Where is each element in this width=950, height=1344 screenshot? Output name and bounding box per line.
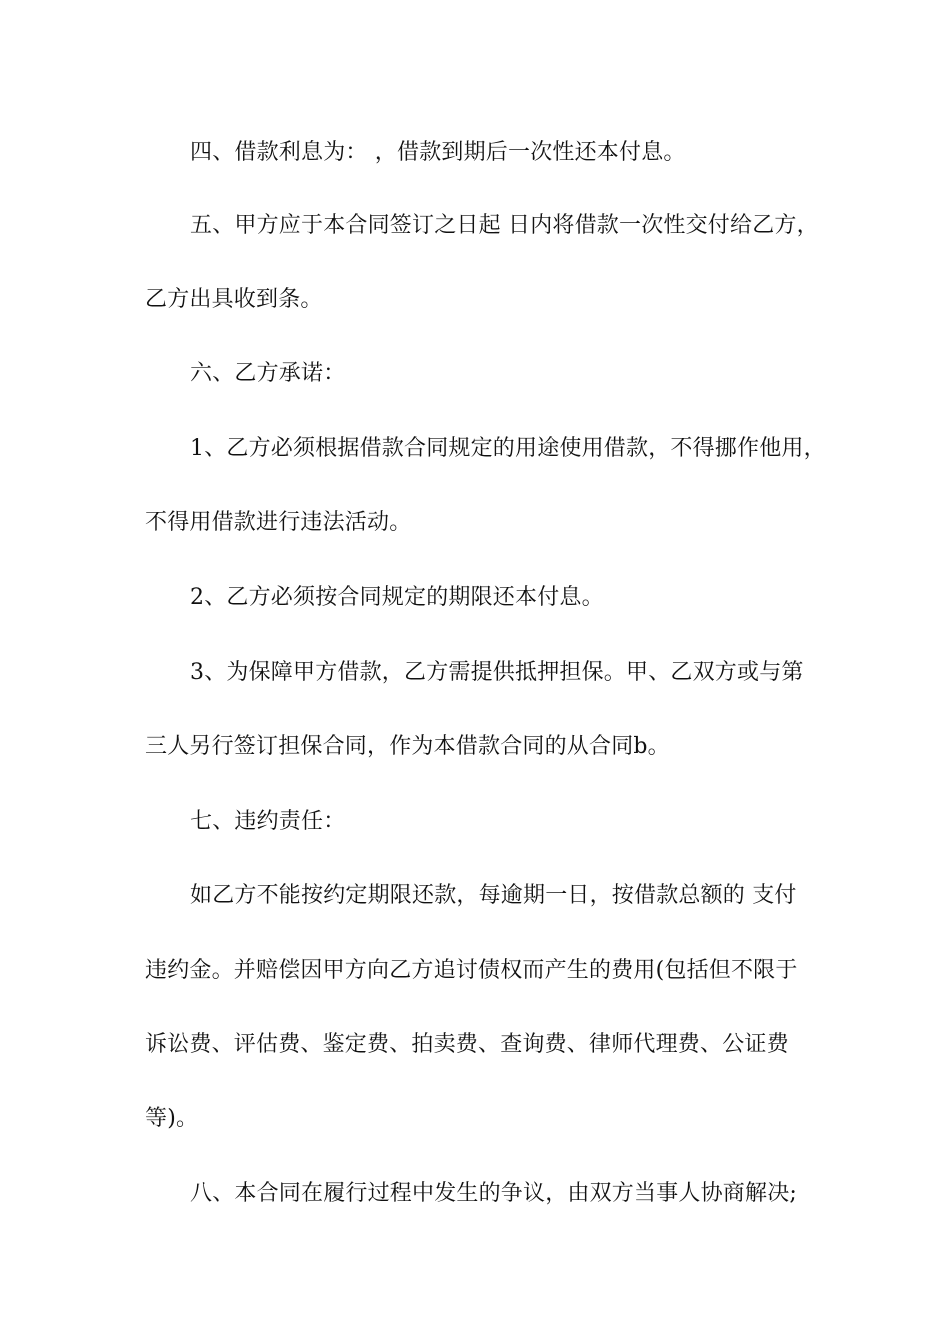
clause-6-item-1-line-2: 不得用借款进行违法活动。	[145, 510, 412, 535]
clause-7-body-line-4: 等)。	[145, 1106, 199, 1131]
clause-5-line-1: 五、甲方应于本合同签订之日起 日内将借款一次性交付给乙方，	[190, 213, 819, 238]
clause-5-line-2: 乙方出具收到条。	[145, 287, 323, 312]
clause-6-item-3-line-1: 3、为保障甲方借款，乙方需提供抵押担保。甲、乙双方或与第	[190, 660, 804, 685]
clause-6-item-1-line-1: 1、乙方必须根据借款合同规定的用途使用借款，不得挪作他用，	[190, 436, 826, 461]
clause-6-item-2: 2、乙方必须按合同规定的期限还本付息。	[190, 585, 604, 610]
clause-6-heading: 六、乙方承诺：	[190, 361, 346, 386]
clause-7-body-line-3: 诉讼费、评估费、鉴定费、拍卖费、查询费、律师代理费、公证费	[145, 1032, 789, 1057]
clause-7-heading: 七、违约责任：	[190, 809, 346, 834]
clause-8-line-1: 八、本合同在履行过程中发生的争议，由双方当事人协商解决;	[190, 1181, 798, 1206]
clause-6-item-3-line-2: 三人另行签订担保合同，作为本借款合同的从合同b。	[145, 734, 670, 759]
clause-7-body-line-2: 违约金。并赔偿因甲方向乙方追讨债权而产生的费用(包括但不限于	[145, 958, 798, 983]
clause-7-body-line-1: 如乙方不能按约定期限还款，每逾期一日，按借款总额的 支付	[190, 883, 797, 908]
clause-4-interest: 四、借款利息为： ，借款到期后一次性还本付息。	[190, 140, 686, 165]
